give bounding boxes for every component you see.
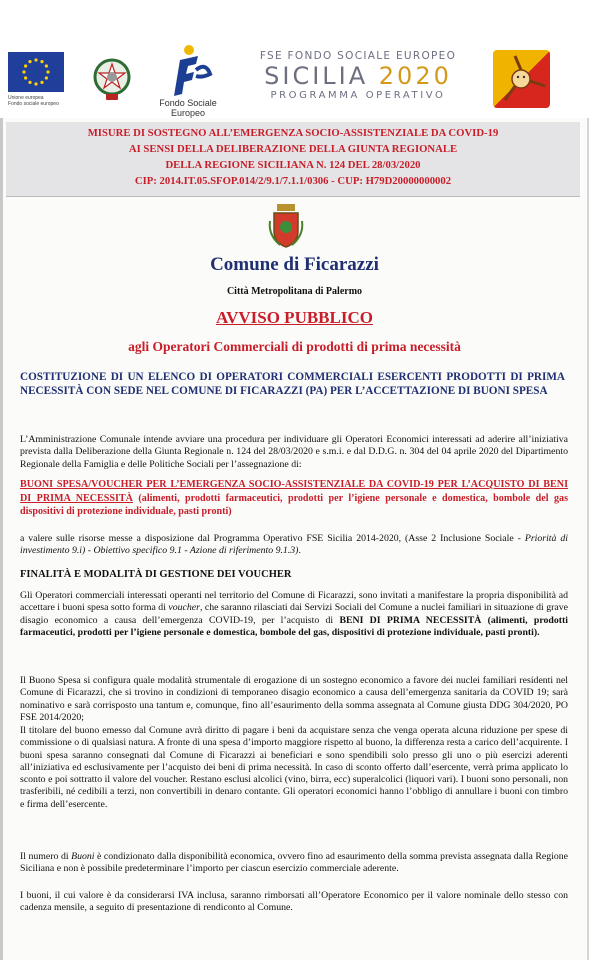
- buono-spesa-paragraph: Il Buono Spesa si configura quale modalità strumentale di erogazione di un sostegno economico a favore dei nuclei familiari residenti nel Comune di Ficarazzi, che si trovino in condizioni di temporaneo disagio economico a causa dell’emergenza sanitaria da COVID 19; sarà nominativo e sarà corrisposto una tantum e, comunque, fino all’esaurimento della somma assegnata al Comune giusta DDG 304/2020, PO FSE 2014/2020;: [20, 675, 568, 723]
- voucher-statement-rest: (alimenti, prodotti farmaceutici, prodotti per l’igiene personale e domestica, bombole del gas dispositivi di protezione individuale, pasti pronti): [20, 492, 568, 517]
- trinacria-icon: [493, 50, 550, 108]
- notice-title: AVVISO PUBBLICO: [216, 308, 373, 327]
- metropolitan-city: Città Metropolitana di Palermo: [226, 286, 363, 297]
- funding-paragraph: [20, 533, 568, 558]
- eu-caption: Unione europea Fondo sociale europeo: [8, 95, 59, 107]
- brand-line-2: [232, 62, 484, 90]
- holder-rights-paragraph: Il titolare del buono emesso dal Comune avrà diritto di pagare i beni da acquistare senza che venga operata alcuna riduzione per spese di commissione o di qualsiasi natura. A fronte di una spesa d’importo maggiore rispetto al buono, la differenza resta a carico dell’acquirente. I buoni spesa saranno consegnati dal Comune di Ficarazzi ai beneficiari e sono spendibili solo presso gli uno o più esercizi aderenti all’iniziativa ed esclusivamente per l’acquisto dei beni di prima necessità. In caso di sconto offerto dall’esercente, verrà prima applicato lo sconto e poi sottratto il valore del voucher. Restano esclusi alcolici (vino, birra, ecc) superalcolici (liquori vari). I buoni sono personali, non trasferibili, né cedibili a terzi, non convertibili in denaro contante. Gli operatori economici hanno l’obbligo di annullare i buoni con timbro e firma dell’esercente.: [20, 725, 568, 810]
- number-of-vouchers-paragraph: [20, 851, 568, 876]
- ficarazzi-coat-of-arms-icon: [266, 203, 306, 248]
- intro-paragraph: L’Amministrazione Comunale intende avviare una procedura per individuare gli Operatori Economici interessati ad aderire all’iniziativa prevista dalla Deliberazione della Giunta Regionale n. 124 del 28/03/2020 e s.m.i. e dal D.D.G. n. 304 del 04 aprile 2020 del Dipartimento Regionale della Famiglia e delle Politiche Sociali per l’assegnazione di:: [20, 434, 568, 470]
- measure-line-2: AI SENSI DELLA DELIBERAZIONE DELLA GIUNTA REGIONALE: [128, 143, 458, 155]
- operators-goods: BENI DI PRIMA NECESSITÀ (alimenti, prodotti farmaceutici, prodotti per l’igiene personale e domestica, bombole del gas, dispositivi di protezione individuale, pasti pronti).: [20, 614, 569, 638]
- number-text-b: è condizionato dalla disponibilità economica, ovvero fino ad esaurimento della somma prevista assegnata dalla Regione Siciliana e non è possibile predeterminare l’importo per ciascun esercizio commerciale aderente.: [20, 851, 568, 875]
- measure-line-1: MISURE DI SOSTEGNO ALL’EMERGENZA SOCIO-ASSISTENZIALE DA COVID-19: [87, 127, 499, 139]
- sicilia-2020-brand: [232, 50, 484, 101]
- brand-line-3: PROGRAMMA OPERATIVO: [270, 90, 446, 101]
- funding-text: a valere sulle risorse messe a disposizione dal Programma Operativo FSE Sicilia 2014-2020, (Asse 2 Inclusione Sociale -: [20, 533, 525, 544]
- italian-republic-emblem-icon: [92, 55, 132, 103]
- operators-paragraph: [20, 590, 568, 639]
- funding-end: .: [298, 545, 301, 557]
- notice-subtitle: agli Operatori Commerciali di prodotti di prima necessità: [128, 339, 461, 354]
- brand-word: SICILIA: [264, 62, 369, 90]
- brand-line-1: FSE FONDO SOCIALE EUROPEO: [259, 50, 457, 62]
- measure-line-3: DELLA REGIONE SICILIANA N. 124 DEL 28/03/2020: [165, 159, 421, 171]
- eu-flag-icon: [8, 52, 64, 92]
- notice-heading: COSTITUZIONE DI UN ELENCO DI OPERATORI COMMERCIALI ESERCENTI PRODOTTI DI PRIMA NECESSITÀ CON SEDE NEL COMUNE DI FICARAZZI (PA) PER L’ACCETTAZIONE DI BUONI SPESA: [20, 371, 565, 397]
- section-heading: FINALITÀ E MODALITÀ DI GESTIONE DEI VOUCHER: [20, 569, 292, 580]
- operators-text-b: , che saranno rilasciati dai Servizi Sociali del Comune a nuclei familiari in situazione di grave disagio economico a causa dell’emergenza COVID-19, per l’acquisto di: [20, 602, 569, 626]
- number-text-a: Il numero di: [20, 851, 72, 862]
- measure-cip-cup: CIP: 2014.IT.05.SFOP.014/2/9.1/7.1.1/0306 - CUP: H79D20000000002: [134, 175, 452, 187]
- page-left-shadow: [0, 0, 3, 960]
- operators-voucher-word: voucher: [168, 602, 200, 614]
- brand-year: 2020: [378, 62, 452, 90]
- number-buoni-word: Buoni: [71, 851, 95, 862]
- reimbursement-paragraph: I buoni, il cui valore è da considerarsi IVA inclusa, saranno rimborsati all’Operatore Economico per il valore nominale dello stesso con cadenza mensile, a seguito di presentazione di rendiconto al Comune.: [20, 890, 568, 914]
- operators-text-a: Gli Operatori commerciali interessati operanti nel territorio del Comune di Ficarazzi, sono invitati a manifestare la propria disponibilità ad accettare i buoni spesa sotto forma di: [20, 590, 568, 614]
- fse-caption: Fondo Sociale Europeo: [159, 98, 217, 118]
- funding-measure-box: [6, 122, 580, 197]
- voucher-statement-underlined: BUONI SPESA/VOUCHER PER L’EMERGENZA SOCIO-ASSISTENZIALE DA COVID-19 PER L’ACQUISTO DI BENI DI PRIMA NECESSITÀ: [20, 479, 568, 504]
- logo-header: [0, 0, 589, 118]
- voucher-statement: [20, 478, 568, 519]
- funding-priority: Priorità di investimento 9.i) - Obiettivo specifico 9.1 - Azione di riferimento 9.1.3): [20, 533, 568, 557]
- municipality-name: Comune di Ficarazzi: [210, 254, 379, 275]
